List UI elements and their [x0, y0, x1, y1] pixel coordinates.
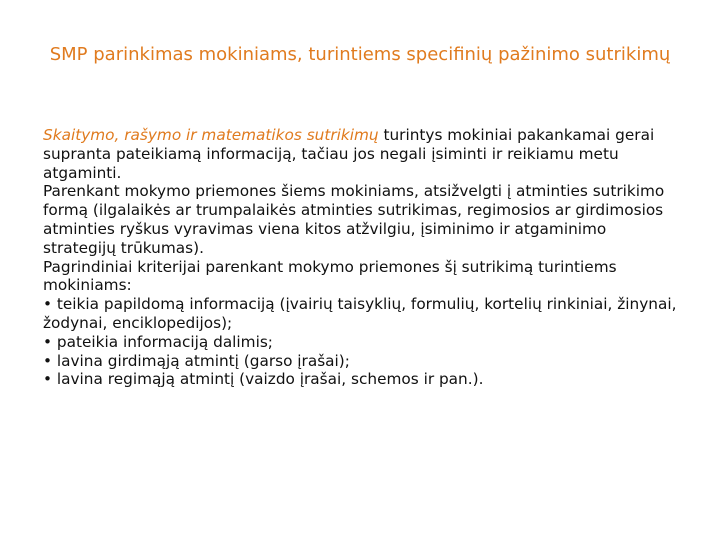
- paragraph-selection: Parenkant mokymo priemones šiems mokiniams, atsižvelgti į atminties sutrikimo formą (ilgalaikės ar trumpalaikės atminties sutrikimas, regimosios ar girdimosios atminties ryškus vyravimas viena kitos atžvilgiu, įsiminimo ir atgaminimo strategijų trūkumas).: [43, 182, 665, 257]
- slide-title: SMP parinkimas mokiniams, turintiems specifinių pažinimo sutrikimų: [49, 44, 671, 65]
- bullet-item: • pateikia informaciją dalimis;: [43, 332, 273, 351]
- bullet-item: • lavina regimąją atmintį (vaizdo įrašai, schemos ir pan.).: [43, 370, 484, 389]
- bullet-item: • lavina girdimąją atmintį (garso įrašai);: [43, 351, 350, 370]
- intro-paragraph: [43, 126, 683, 182]
- intro-highlight: Skaitymo, rašymo ir matematikos sutrikimų: [43, 126, 379, 144]
- paragraph-criteria: Pagrindiniai kriterijai parenkant mokymo priemones šį sutrikimą turintiems mokiniams:: [43, 257, 617, 295]
- intro-text: turintys mokiniai pakankamai gerai supranta pateikiamą informaciją, tačiau jos negali įsiminti ir reikiamu metu atgaminti.: [43, 126, 655, 182]
- bullet-item: • teikia papildomą informaciją (įvairių taisyklių, formulių, kortelių rinkiniai, žinynai, žodynai, enciklopedijos);: [43, 295, 677, 332]
- slide-body: [43, 126, 683, 389]
